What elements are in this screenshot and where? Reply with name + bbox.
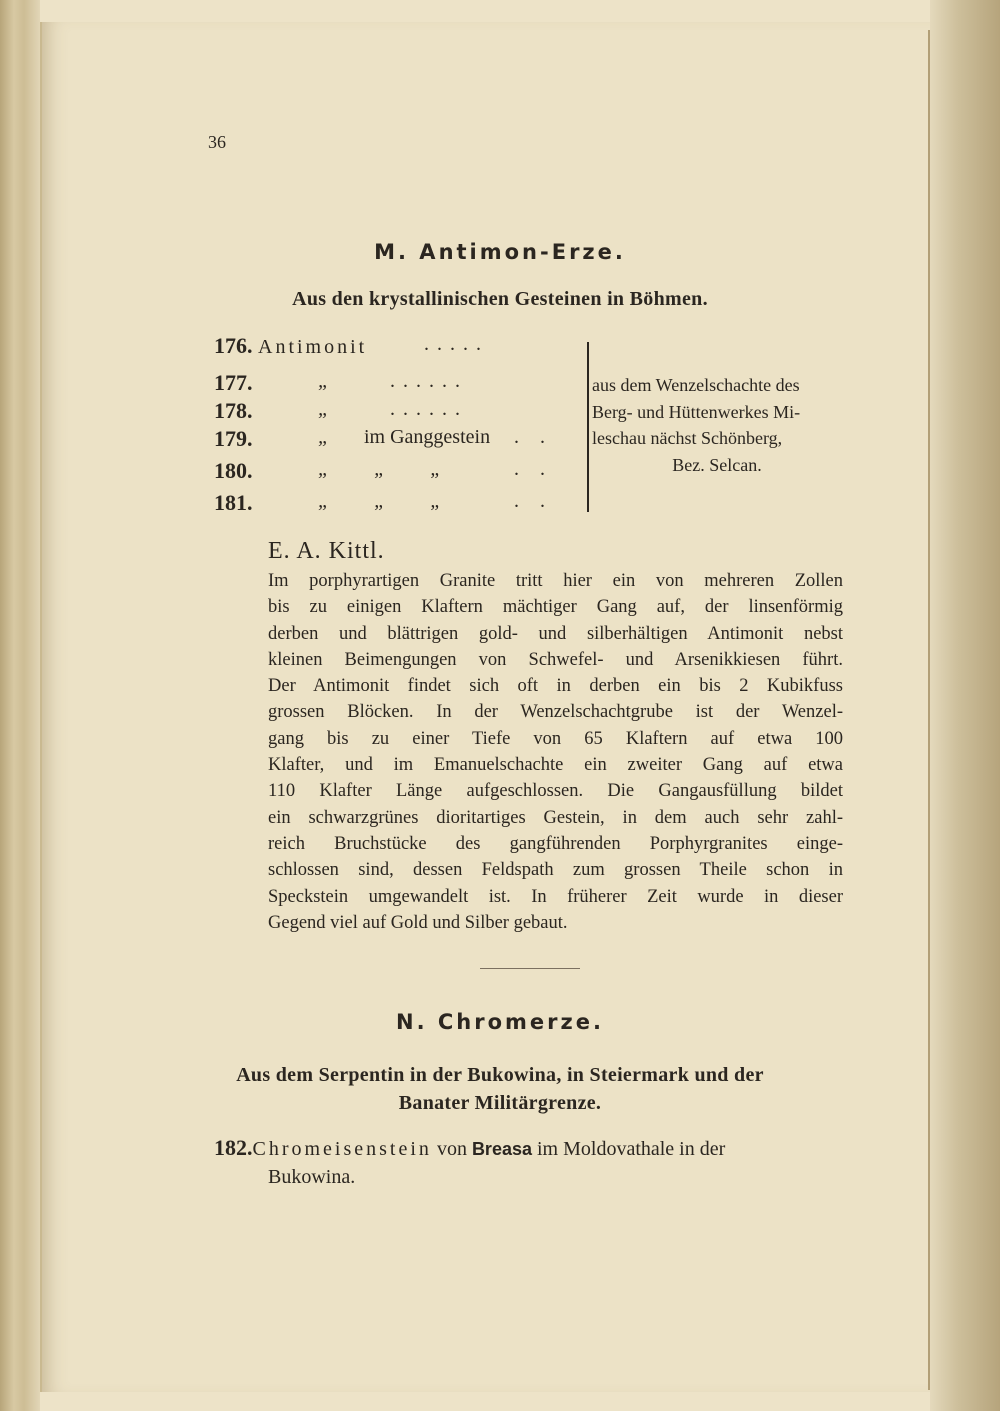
entry-178: [214, 398, 468, 424]
leader-dots: ......: [390, 398, 468, 420]
book-edge-left: [0, 0, 40, 1411]
note-line: leschau nächst Schönberg,: [592, 428, 783, 448]
paragraph-line: schlossen sind, dessen Feldspath zum grossen Theile schon in: [268, 860, 843, 881]
paragraph-line: Gegend viel auf Gold und Silber gebaut.: [268, 912, 568, 933]
paragraph-line: derben und blättrigen gold- und silberhältigen Antimonit nebst: [268, 623, 843, 644]
entry-number: 181.: [214, 490, 253, 515]
entry-place: Breasa: [471, 1139, 532, 1159]
entry-text: Bukowina.: [268, 1166, 356, 1188]
note-line: Bez. Selcan.: [672, 454, 762, 475]
entry-176: [214, 333, 489, 359]
leader-dots: . .: [514, 490, 553, 512]
paragraph-line: bis zu einigen Klaftern mächtiger Gang auf, der linsenförmig: [268, 597, 843, 618]
entry-number: 179.: [214, 426, 253, 451]
section-divider: [480, 968, 580, 969]
note-line: aus dem Wenzelschachte des: [592, 375, 800, 395]
entry-181: [214, 490, 553, 516]
section-m-title: M. Antimon-Erze.: [374, 240, 626, 264]
ditto-mark: „: [318, 370, 330, 392]
entry-number: 178.: [214, 398, 253, 423]
author-name: E. A. Kittl.: [268, 538, 385, 564]
entry-182: [214, 1134, 844, 1191]
ditto-mark: „: [318, 426, 330, 448]
paragraph-line: kleinen Beimengungen von Schwefel- und Arsenikkiesen führt.: [268, 649, 843, 670]
paragraph-line: Speckstein umgewandelt ist. In früherer Zeit wurde in dieser: [268, 886, 843, 907]
ditto-mark: „ „ „: [318, 458, 442, 480]
brace: [577, 342, 589, 512]
entry-180: [214, 458, 553, 484]
ditto-mark: „: [318, 398, 330, 420]
description-paragraph: [268, 568, 843, 936]
page-number: 36: [208, 132, 226, 152]
paragraph-line: Im porphyrartigen Granite tritt hier ein von mehreren Zollen: [268, 571, 843, 591]
section-m-subtitle: Aus den krystallinischen Gesteinen in Böhmen.: [292, 288, 708, 310]
paragraph-line: Der Antimonit findet sich oft in derben ein bis 2 Kubikfuss: [268, 676, 843, 697]
entry-name: Antimonit: [258, 336, 368, 358]
section-n-title: N. Chromerze.: [396, 1010, 604, 1034]
paragraph-line: grossen Blöcken. In der Wenzelschachtgrube ist der Wenzel-: [268, 702, 843, 723]
entry-number: 176.: [214, 333, 253, 358]
entry-number: 182.: [214, 1135, 253, 1160]
entry-179: [214, 426, 553, 452]
section-n-subtitle-1: Aus dem Serpentin in der Bukowina, in Steiermark und der: [236, 1064, 764, 1086]
leader-dots: . .: [514, 426, 553, 448]
entry-177: [214, 370, 468, 396]
ditto-mark: „ „ „: [318, 490, 442, 512]
entry-text: von: [436, 1138, 467, 1160]
leader-dots: . .: [514, 458, 553, 480]
entry-sub: im Ganggestein: [364, 426, 491, 448]
section-n-subtitle-2: Banater Militärgrenze.: [398, 1092, 602, 1114]
leader-dots: ......: [390, 370, 468, 392]
paragraph-line: 110 Klafter Länge aufgeschlossen. Die Gangausfüllung bildet: [268, 781, 843, 802]
paragraph-line: Klafter, und im Emanuelschachte ein zweiter Gang auf etwa: [268, 755, 843, 776]
book-edge-right: [930, 0, 1000, 1411]
brace-note: [592, 372, 842, 478]
entry-text: im Moldovathale in der: [536, 1138, 726, 1160]
paragraph-line: reich Bruchstücke des gangführenden Porphyrgranites einge-: [268, 833, 843, 854]
entry-name: Chromeisenstein: [252, 1138, 432, 1160]
paragraph-line: gang bis zu einer Tiefe von 65 Klaftern auf etwa 100: [268, 728, 843, 749]
leader-dots: .....: [424, 333, 489, 355]
entry-number: 177.: [214, 370, 253, 395]
paragraph-line: ein schwarzgrünes dioritartiges Gestein, in dem auch sehr zahl-: [268, 807, 843, 828]
note-line: Berg- und Hüttenwerkes Mi-: [592, 401, 801, 422]
entry-number: 180.: [214, 458, 253, 483]
